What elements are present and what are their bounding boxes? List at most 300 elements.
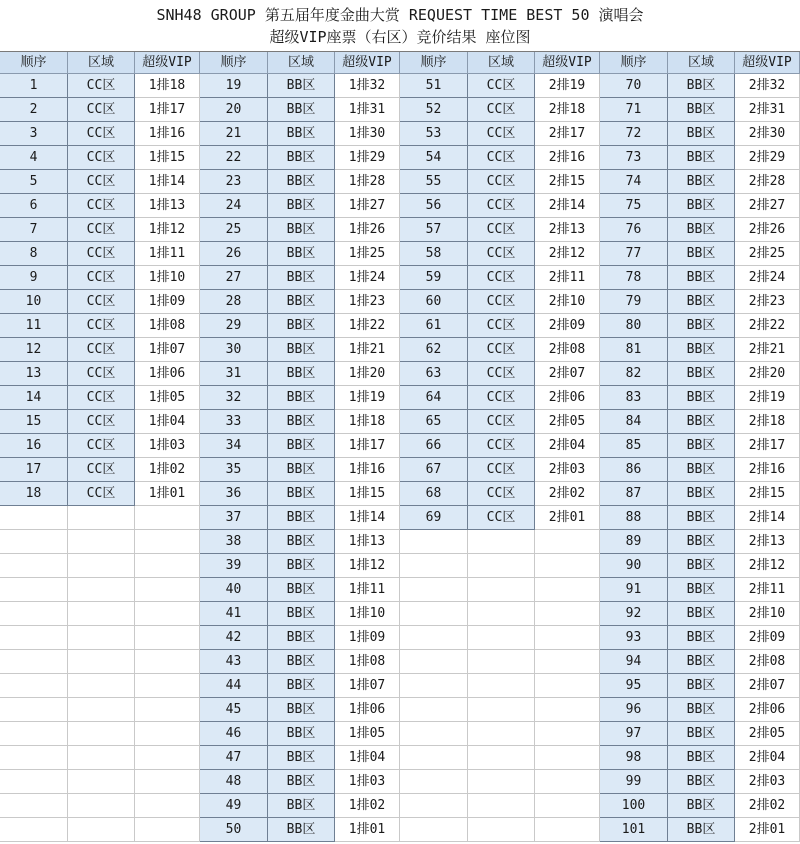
order-cell: 34	[200, 434, 268, 458]
order-cell: 83	[600, 386, 668, 410]
seat-cell: 2排17	[535, 122, 600, 146]
seat-cell: 1排06	[135, 362, 200, 386]
empty-cell	[135, 818, 200, 842]
seat-cell: 2排14	[535, 194, 600, 218]
order-cell: 87	[600, 482, 668, 506]
zone-cell: CC区	[68, 194, 135, 218]
order-cell: 19	[200, 74, 268, 98]
seat-cell: 1排23	[335, 290, 400, 314]
zone-cell: CC区	[68, 314, 135, 338]
seat-cell: 2排11	[535, 266, 600, 290]
zone-cell: BB区	[268, 770, 335, 794]
seat-cell: 2排15	[535, 170, 600, 194]
seat-cell: 1排08	[335, 650, 400, 674]
seat-cell: 1排27	[335, 194, 400, 218]
zone-cell: BB区	[668, 194, 735, 218]
empty-cell	[135, 530, 200, 554]
order-cell: 25	[200, 218, 268, 242]
order-cell: 46	[200, 722, 268, 746]
order-cell: 33	[200, 410, 268, 434]
zone-cell: BB区	[268, 266, 335, 290]
order-cell: 49	[200, 794, 268, 818]
order-cell: 99	[600, 770, 668, 794]
order-cell: 1	[0, 74, 68, 98]
empty-cell	[0, 818, 68, 842]
seat-cell: 2排10	[535, 290, 600, 314]
order-cell: 48	[200, 770, 268, 794]
empty-cell	[0, 746, 68, 770]
zone-cell: CC区	[68, 362, 135, 386]
seat-cell: 1排15	[135, 146, 200, 170]
empty-cell	[400, 674, 468, 698]
order-cell: 75	[600, 194, 668, 218]
order-cell: 97	[600, 722, 668, 746]
seat-cell: 2排09	[735, 626, 800, 650]
empty-cell	[535, 794, 600, 818]
empty-cell	[468, 554, 535, 578]
seat-cell: 2排17	[735, 434, 800, 458]
order-cell: 60	[400, 290, 468, 314]
order-cell: 6	[0, 194, 68, 218]
empty-cell	[68, 698, 135, 722]
title-line-1: SNH48 GROUP 第五届年度金曲大赏 REQUEST TIME BEST 50 演唱会	[156, 6, 644, 24]
order-cell: 88	[600, 506, 668, 530]
seat-cell: 2排08	[735, 650, 800, 674]
order-cell: 56	[400, 194, 468, 218]
empty-cell	[535, 602, 600, 626]
seat-cell: 1排21	[335, 338, 400, 362]
empty-cell	[400, 698, 468, 722]
order-cell: 90	[600, 554, 668, 578]
empty-cell	[68, 746, 135, 770]
column-header: 顺序	[0, 52, 68, 74]
zone-cell: BB区	[668, 122, 735, 146]
order-cell: 16	[0, 434, 68, 458]
zone-cell: BB区	[268, 578, 335, 602]
zone-cell: BB区	[268, 98, 335, 122]
seat-cell: 2排05	[535, 410, 600, 434]
zone-cell: CC区	[68, 338, 135, 362]
zone-cell: BB区	[268, 362, 335, 386]
column-header: 顺序	[600, 52, 668, 74]
zone-cell: CC区	[468, 122, 535, 146]
seat-cell: 1排10	[135, 266, 200, 290]
order-cell: 81	[600, 338, 668, 362]
zone-cell: BB区	[668, 770, 735, 794]
zone-cell: BB区	[268, 602, 335, 626]
seat-cell: 1排30	[335, 122, 400, 146]
order-cell: 38	[200, 530, 268, 554]
seat-cell: 1排13	[335, 530, 400, 554]
order-cell: 77	[600, 242, 668, 266]
empty-cell	[400, 626, 468, 650]
column-header: 顺序	[400, 52, 468, 74]
column-header: 区域	[68, 52, 135, 74]
empty-cell	[468, 602, 535, 626]
seat-cell: 1排05	[335, 722, 400, 746]
seat-cell: 2排10	[735, 602, 800, 626]
order-cell: 100	[600, 794, 668, 818]
zone-cell: CC区	[468, 146, 535, 170]
empty-cell	[68, 722, 135, 746]
seat-cell: 2排16	[735, 458, 800, 482]
zone-cell: CC区	[468, 482, 535, 506]
order-cell: 76	[600, 218, 668, 242]
empty-cell	[468, 530, 535, 554]
zone-cell: BB区	[668, 674, 735, 698]
order-cell: 45	[200, 698, 268, 722]
empty-cell	[68, 602, 135, 626]
zone-cell: CC区	[68, 98, 135, 122]
seat-cell: 1排18	[135, 74, 200, 98]
empty-cell	[400, 530, 468, 554]
seat-cell: 1排15	[335, 482, 400, 506]
empty-cell	[135, 650, 200, 674]
zone-cell: BB区	[668, 386, 735, 410]
seat-cell: 1排16	[335, 458, 400, 482]
order-cell: 92	[600, 602, 668, 626]
seat-cell: 1排22	[335, 314, 400, 338]
empty-cell	[400, 722, 468, 746]
order-cell: 36	[200, 482, 268, 506]
zone-cell: BB区	[668, 290, 735, 314]
seat-cell: 1排12	[135, 218, 200, 242]
zone-cell: BB区	[268, 434, 335, 458]
seat-cell: 1排05	[135, 386, 200, 410]
empty-cell	[0, 554, 68, 578]
seat-cell: 1排29	[335, 146, 400, 170]
empty-cell	[0, 770, 68, 794]
zone-cell: CC区	[68, 410, 135, 434]
seat-cell: 2排04	[735, 746, 800, 770]
seat-cell: 2排07	[535, 362, 600, 386]
zone-cell: BB区	[268, 626, 335, 650]
empty-cell	[0, 530, 68, 554]
empty-cell	[468, 794, 535, 818]
empty-cell	[68, 674, 135, 698]
seat-cell: 2排11	[735, 578, 800, 602]
zone-cell: CC区	[468, 434, 535, 458]
zone-cell: CC区	[468, 458, 535, 482]
order-cell: 66	[400, 434, 468, 458]
empty-cell	[400, 770, 468, 794]
seat-cell: 1排19	[335, 386, 400, 410]
order-cell: 13	[0, 362, 68, 386]
seat-cell: 1排08	[135, 314, 200, 338]
order-cell: 10	[0, 290, 68, 314]
zone-cell: BB区	[668, 482, 735, 506]
seat-cell: 2排25	[735, 242, 800, 266]
empty-cell	[135, 770, 200, 794]
empty-cell	[0, 794, 68, 818]
zone-cell: BB区	[268, 314, 335, 338]
order-cell: 27	[200, 266, 268, 290]
zone-cell: CC区	[468, 242, 535, 266]
order-cell: 82	[600, 362, 668, 386]
order-cell: 24	[200, 194, 268, 218]
empty-cell	[535, 722, 600, 746]
order-cell: 14	[0, 386, 68, 410]
empty-cell	[535, 674, 600, 698]
zone-cell: BB区	[268, 338, 335, 362]
empty-cell	[68, 818, 135, 842]
seat-cell: 1排06	[335, 698, 400, 722]
empty-cell	[535, 770, 600, 794]
empty-cell	[535, 818, 600, 842]
seat-cell: 2排04	[535, 434, 600, 458]
zone-cell: CC区	[68, 146, 135, 170]
order-cell: 85	[600, 434, 668, 458]
seat-cell: 1排07	[335, 674, 400, 698]
zone-cell: BB区	[668, 338, 735, 362]
zone-cell: CC区	[468, 314, 535, 338]
seat-cell: 2排18	[535, 98, 600, 122]
empty-cell	[535, 698, 600, 722]
order-cell: 11	[0, 314, 68, 338]
seat-cell: 1排13	[135, 194, 200, 218]
empty-cell	[135, 794, 200, 818]
zone-cell: BB区	[268, 746, 335, 770]
order-cell: 8	[0, 242, 68, 266]
seat-cell: 2排02	[535, 482, 600, 506]
zone-cell: BB区	[268, 122, 335, 146]
seat-cell: 2排09	[535, 314, 600, 338]
empty-cell	[68, 530, 135, 554]
zone-cell: BB区	[668, 602, 735, 626]
seat-cell: 2排24	[735, 266, 800, 290]
zone-cell: BB区	[668, 506, 735, 530]
order-cell: 94	[600, 650, 668, 674]
order-cell: 68	[400, 482, 468, 506]
empty-cell	[68, 578, 135, 602]
zone-cell: CC区	[68, 290, 135, 314]
order-cell: 89	[600, 530, 668, 554]
seat-cell: 1排07	[135, 338, 200, 362]
order-cell: 93	[600, 626, 668, 650]
empty-cell	[135, 674, 200, 698]
order-cell: 4	[0, 146, 68, 170]
order-cell: 17	[0, 458, 68, 482]
order-cell: 35	[200, 458, 268, 482]
empty-cell	[400, 746, 468, 770]
seat-cell: 1排26	[335, 218, 400, 242]
empty-cell	[0, 722, 68, 746]
order-cell: 65	[400, 410, 468, 434]
seat-cell: 1排17	[135, 98, 200, 122]
seat-cell: 1排14	[135, 170, 200, 194]
zone-cell: BB区	[668, 578, 735, 602]
zone-cell: CC区	[68, 218, 135, 242]
zone-cell: BB区	[268, 650, 335, 674]
sheet-title	[0, 0, 800, 52]
zone-cell: BB区	[668, 98, 735, 122]
zone-cell: BB区	[668, 74, 735, 98]
empty-cell	[0, 506, 68, 530]
empty-cell	[535, 554, 600, 578]
empty-cell	[468, 578, 535, 602]
column-header: 区域	[468, 52, 535, 74]
zone-cell: BB区	[268, 674, 335, 698]
zone-cell: BB区	[668, 434, 735, 458]
zone-cell: CC区	[468, 290, 535, 314]
zone-cell: CC区	[468, 410, 535, 434]
order-cell: 54	[400, 146, 468, 170]
zone-cell: CC区	[68, 122, 135, 146]
order-cell: 64	[400, 386, 468, 410]
order-cell: 55	[400, 170, 468, 194]
seat-cell: 2排05	[735, 722, 800, 746]
order-cell: 22	[200, 146, 268, 170]
zone-cell: BB区	[668, 362, 735, 386]
empty-cell	[535, 746, 600, 770]
zone-cell: BB区	[668, 146, 735, 170]
empty-cell	[135, 698, 200, 722]
order-cell: 95	[600, 674, 668, 698]
empty-cell	[0, 578, 68, 602]
order-cell: 78	[600, 266, 668, 290]
empty-cell	[468, 674, 535, 698]
zone-cell: BB区	[268, 530, 335, 554]
zone-cell: CC区	[468, 98, 535, 122]
seat-cell: 2排16	[535, 146, 600, 170]
order-cell: 73	[600, 146, 668, 170]
empty-cell	[468, 650, 535, 674]
zone-cell: CC区	[68, 170, 135, 194]
order-cell: 39	[200, 554, 268, 578]
order-cell: 53	[400, 122, 468, 146]
seat-cell: 1排04	[135, 410, 200, 434]
order-cell: 79	[600, 290, 668, 314]
seat-cell: 2排19	[735, 386, 800, 410]
seat-cell: 2排13	[735, 530, 800, 554]
order-cell: 51	[400, 74, 468, 98]
empty-cell	[468, 698, 535, 722]
order-cell: 84	[600, 410, 668, 434]
zone-cell: BB区	[268, 74, 335, 98]
seat-cell: 2排20	[735, 362, 800, 386]
order-cell: 7	[0, 218, 68, 242]
order-cell: 70	[600, 74, 668, 98]
order-cell: 69	[400, 506, 468, 530]
order-cell: 29	[200, 314, 268, 338]
order-cell: 57	[400, 218, 468, 242]
empty-cell	[535, 650, 600, 674]
order-cell: 44	[200, 674, 268, 698]
column-header: 超级VIP	[735, 52, 800, 74]
seat-cell: 2排28	[735, 170, 800, 194]
empty-cell	[68, 770, 135, 794]
seat-cell: 2排14	[735, 506, 800, 530]
zone-cell: BB区	[668, 266, 735, 290]
seat-cell: 2排23	[735, 290, 800, 314]
zone-cell: CC区	[68, 434, 135, 458]
zone-cell: CC区	[68, 386, 135, 410]
order-cell: 72	[600, 122, 668, 146]
order-cell: 5	[0, 170, 68, 194]
zone-cell: CC区	[68, 482, 135, 506]
seat-cell: 2排12	[535, 242, 600, 266]
seat-cell: 2排06	[535, 386, 600, 410]
seat-cell: 2排01	[735, 818, 800, 842]
order-cell: 21	[200, 122, 268, 146]
order-cell: 32	[200, 386, 268, 410]
empty-cell	[468, 746, 535, 770]
seat-cell: 1排14	[335, 506, 400, 530]
seat-cell: 1排28	[335, 170, 400, 194]
order-cell: 80	[600, 314, 668, 338]
empty-cell	[68, 794, 135, 818]
seat-cell: 1排18	[335, 410, 400, 434]
seat-cell: 1排09	[335, 626, 400, 650]
zone-cell: BB区	[268, 818, 335, 842]
seat-cell: 1排32	[335, 74, 400, 98]
seat-cell: 2排02	[735, 794, 800, 818]
order-cell: 58	[400, 242, 468, 266]
seat-cell: 1排17	[335, 434, 400, 458]
zone-cell: BB区	[268, 170, 335, 194]
zone-cell: CC区	[468, 506, 535, 530]
column-header: 超级VIP	[335, 52, 400, 74]
order-cell: 23	[200, 170, 268, 194]
seat-cell: 2排32	[735, 74, 800, 98]
seat-cell: 1排11	[335, 578, 400, 602]
order-cell: 18	[0, 482, 68, 506]
zone-cell: BB区	[668, 218, 735, 242]
seat-cell: 1排24	[335, 266, 400, 290]
order-cell: 28	[200, 290, 268, 314]
order-cell: 62	[400, 338, 468, 362]
order-cell: 41	[200, 602, 268, 626]
seat-cell: 2排12	[735, 554, 800, 578]
empty-cell	[468, 626, 535, 650]
order-cell: 31	[200, 362, 268, 386]
seat-cell: 2排07	[735, 674, 800, 698]
zone-cell: BB区	[268, 386, 335, 410]
zone-cell: BB区	[668, 242, 735, 266]
empty-cell	[135, 506, 200, 530]
seat-cell: 1排02	[335, 794, 400, 818]
seat-cell: 2排03	[735, 770, 800, 794]
order-cell: 71	[600, 98, 668, 122]
seat-table	[0, 52, 800, 844]
empty-cell	[535, 578, 600, 602]
seat-cell: 1排31	[335, 98, 400, 122]
zone-cell: CC区	[468, 362, 535, 386]
order-cell: 40	[200, 578, 268, 602]
order-cell: 59	[400, 266, 468, 290]
order-cell: 37	[200, 506, 268, 530]
seat-cell: 1排03	[135, 434, 200, 458]
zone-cell: BB区	[668, 626, 735, 650]
empty-cell	[535, 626, 600, 650]
empty-cell	[400, 794, 468, 818]
order-cell: 86	[600, 458, 668, 482]
order-cell: 52	[400, 98, 468, 122]
empty-cell	[0, 626, 68, 650]
seat-cell: 2排22	[735, 314, 800, 338]
order-cell: 61	[400, 314, 468, 338]
seat-cell: 1排03	[335, 770, 400, 794]
zone-cell: BB区	[268, 458, 335, 482]
seat-cell: 2排13	[535, 218, 600, 242]
zone-cell: BB区	[668, 818, 735, 842]
empty-cell	[135, 746, 200, 770]
zone-cell: BB区	[668, 746, 735, 770]
seat-cell: 1排25	[335, 242, 400, 266]
order-cell: 2	[0, 98, 68, 122]
zone-cell: CC区	[468, 74, 535, 98]
zone-cell: BB区	[668, 722, 735, 746]
